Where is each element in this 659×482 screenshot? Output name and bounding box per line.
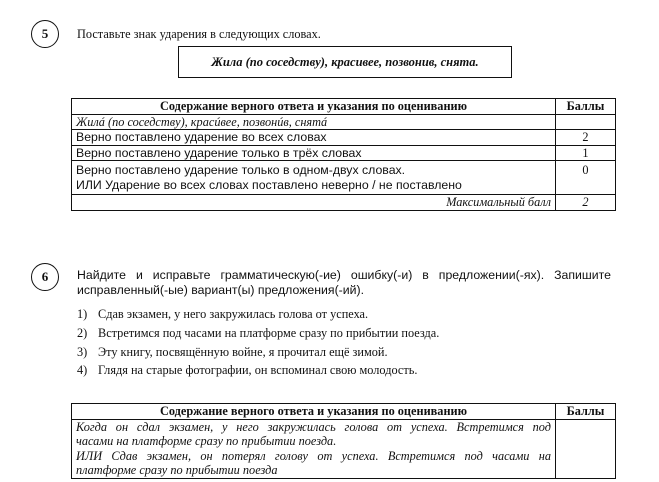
option-text: Глядя на старые фотографии, он вспоминал свою молодость. xyxy=(98,363,418,377)
option-text: Сдав экзамен, у него закружилась голова от успеха. xyxy=(98,307,369,321)
header-content: Содержание верного ответа и указания по оцениванию xyxy=(72,99,556,115)
answer-line: платформе сразу по прибытии поезда xyxy=(76,463,278,477)
table-header-row xyxy=(72,404,616,420)
option-number: 1) xyxy=(77,307,88,321)
answer-line: часами на платформе сразу по прибытии поезда. xyxy=(76,434,337,448)
table-row xyxy=(72,114,616,130)
question-number-6: 6 xyxy=(31,263,59,291)
criterion-cell: Верно поставлено ударение только в трёх словах xyxy=(72,145,556,161)
points-cell xyxy=(556,419,616,478)
points-cell xyxy=(556,114,616,130)
table-row xyxy=(72,145,616,161)
q6-option xyxy=(77,326,439,341)
option-number: 4) xyxy=(77,363,88,377)
answer-line: Когда он сдал экзамен, у него закружилась голова от успеха. Встретимся под xyxy=(76,419,551,434)
question-number-5: 5 xyxy=(31,20,59,48)
header-points: Баллы xyxy=(556,404,616,420)
points-cell: 1 xyxy=(556,145,616,161)
table-row xyxy=(72,195,616,211)
q6-option xyxy=(77,363,417,378)
table-row xyxy=(72,419,616,478)
table-row xyxy=(72,161,616,195)
q6-instruction-line2: исправленный(-ые) вариант(ы) предложения(-ий). xyxy=(77,283,365,297)
criterion-line: ИЛИ Ударение во всех словах поставлено неверно / не поставлено xyxy=(76,177,462,192)
option-number: 3) xyxy=(77,345,88,359)
max-score-value: 2 xyxy=(556,195,616,211)
q6-instruction-line1: Найдите и исправьте грамматическую(-ие) ошибку(-и) в предложении(-ях). Запишите xyxy=(77,268,611,282)
table-header-row xyxy=(72,99,616,115)
q5-task-words: Жила (по соседству), красивее, позвонив, снята. xyxy=(178,46,512,78)
correct-answer-cell: Жилá (по соседству), красúвее, позвонúв, снятá xyxy=(72,114,556,130)
max-score-label: Максимальный балл xyxy=(72,195,556,211)
q6-option xyxy=(77,345,388,360)
option-text: Встретимся под часами на платформе сразу по прибытии поезда. xyxy=(98,326,440,340)
criterion-line: Верно поставлено ударение только в одном-двух словах. xyxy=(76,163,406,177)
answer-line: ИЛИ Сдав экзамен, он потерял голову от успеха. Встретимся под часами на xyxy=(76,448,551,463)
q6-option xyxy=(77,307,368,322)
option-number: 2) xyxy=(77,326,88,340)
criterion-cell: Верно поставлено ударение во всех словах xyxy=(72,130,556,146)
correct-answer-cell xyxy=(72,419,556,478)
criterion-cell xyxy=(72,161,556,195)
q6-answer-table xyxy=(71,403,616,479)
q5-instruction: Поставьте знак ударения в следующих словах. xyxy=(77,27,321,41)
q5-answer-table xyxy=(71,98,616,211)
table-row xyxy=(72,130,616,146)
header-content: Содержание верного ответа и указания по оцениванию xyxy=(72,404,556,420)
header-points: Баллы xyxy=(556,99,616,115)
points-cell: 2 xyxy=(556,130,616,146)
points-cell: 0 xyxy=(556,161,616,195)
option-text: Эту книгу, посвящённую войне, я прочитал ещё зимой. xyxy=(98,345,388,359)
